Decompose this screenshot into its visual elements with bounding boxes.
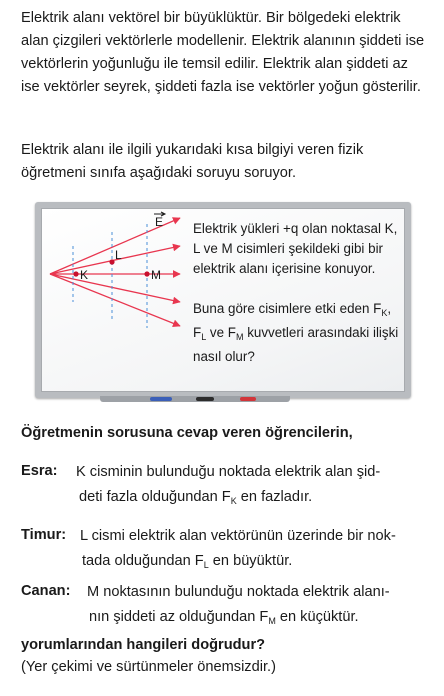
marker-red (240, 397, 256, 401)
intro-paragraph-1: Elektrik alanı vektörel bir büyüklüktür. Bir bölgedeki elektrik alan çizgileri vektörlerle modellenir. Elektrik alanının şiddeti ise vektörlerin yoğunluğu ile temsil edilir. Elektrik alan şiddeti az ise vektörler seyrek, şiddeti fazla ise vektörler yoğun gösterilir. (21, 10, 425, 95)
question-intro: Öğretmenin sorusuna cevap veren öğrencilerin, (21, 425, 353, 441)
label-k: K (80, 268, 89, 282)
answer-name-canan: Canan: (21, 583, 71, 599)
electric-field-diagram (40, 210, 190, 330)
board-text-1: Elektrik yükleri +q olan noktasal K, L ve M cisimleri şekildeki gibi bir elektrik alanı içerisine konuyor. (193, 221, 398, 276)
whiteboard-tray (100, 396, 290, 402)
point-l (109, 259, 114, 264)
marker-black (196, 397, 214, 401)
answer-name-esra: Esra: (21, 463, 58, 479)
answer-esra: K cisminin bulunduğu noktada elektrik alan şid- deti fazla olduğundan $F_K$ en fazladır. (76, 464, 381, 506)
point-m (144, 271, 149, 276)
answer-canan: M noktasının bulunduğu noktada elektrik alanı- nın şiddeti az olduğundan $F_M$ en küçüktür. (87, 584, 390, 626)
answer-timur: L cismi elektrik alan vektörünün üzerinde bir nok- tada olduğundan $F_L$ en büyüktür. (80, 528, 396, 570)
marker-blue (150, 397, 172, 401)
label-l: L (115, 248, 122, 262)
intro-paragraph-2: Elektrik alanı ile ilgili yukarıdaki kısa bilgiyi veren fizik öğretmeni sınıfa aşağıdaki soruyu soruyor. (21, 142, 364, 181)
point-k (73, 271, 78, 276)
answer-name-timur: Timur: (21, 527, 67, 543)
label-m: M (151, 268, 161, 282)
label-e: E (155, 215, 164, 229)
note: (Yer çekimi ve sürtünmeler önemsizdir.) (21, 659, 276, 675)
board-text-2: Buna göre cisimlere etki eden $F_K$, $F_L$ ve $F_M$ kuvvetleri arasındaki ilişki nasıl olur? (193, 301, 399, 364)
final-question: yorumlarından hangileri doğrudur? (21, 637, 266, 653)
